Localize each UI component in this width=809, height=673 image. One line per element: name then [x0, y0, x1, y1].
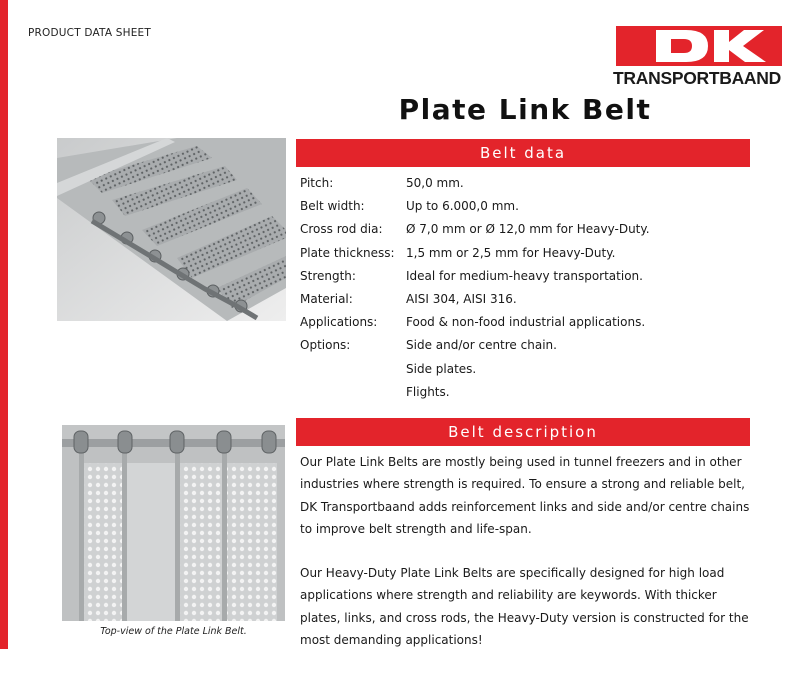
spec-value: 50,0 mm. [406, 176, 464, 190]
description-paragraph: Our Plate Link Belts are mostly being used in tunnel freezers and in other industries where strength is required. To ensure a strong and reliable belt, DK Transportbaand adds reinforcement links and side and/or centre chains to improve belt strength and life-span. [300, 455, 750, 536]
left-accent-bar [0, 0, 8, 649]
spec-key: Material: [300, 291, 353, 306]
dk-letters-graphic [616, 26, 782, 66]
spec-key [300, 381, 406, 404]
document-type-label: PRODUCT DATA SHEET [28, 27, 151, 39]
spec-value: Up to 6.000,0 mm. [406, 199, 519, 214]
spec-key: Cross rod dia: [300, 222, 383, 237]
spec-row-options [300, 334, 750, 357]
belt-top-view-image [62, 425, 285, 621]
spec-value: Food & non-food industrial applications. [406, 315, 646, 330]
image-caption: Top-view of the Plate Link Belt. [100, 626, 247, 637]
spec-key: Applications: [300, 315, 378, 330]
spec-key: Belt width: [300, 199, 365, 214]
spec-value: Side plates. [406, 361, 477, 376]
spec-value: Flights. [406, 384, 450, 399]
logo-subtitle: TRANSPORTBAAND [613, 68, 781, 88]
belt-data-heading: Belt data [296, 139, 750, 167]
spec-value: 1,5 mm or 2,5 mm for Heavy-Duty. [406, 245, 616, 260]
spec-key: Pitch: [300, 176, 334, 190]
spec-row-options-3 [300, 381, 750, 404]
belt-perspective-image [57, 138, 286, 321]
spec-value: Side and/or centre chain. [406, 338, 557, 353]
belt-description-heading: Belt description [296, 418, 750, 446]
spec-key: Strength: [300, 268, 356, 283]
spec-row-cross-rod [300, 218, 750, 241]
spec-key: Plate thickness: [300, 245, 395, 260]
belt-data-table [300, 172, 750, 404]
spec-row-belt-width [300, 195, 750, 218]
spec-row-applications [300, 311, 750, 334]
spec-row-material [300, 288, 750, 311]
spec-row-strength [300, 265, 750, 288]
dk-logo [612, 26, 782, 88]
spec-row-plate-thickness [300, 242, 750, 265]
spec-key [300, 358, 406, 381]
page-title: Plate Link Belt [398, 93, 652, 126]
dk-logo-mark [616, 26, 782, 66]
spec-row-pitch [300, 172, 750, 195]
spec-value: Ø 7,0 mm or Ø 12,0 mm for Heavy-Duty. [406, 222, 650, 237]
description-paragraph: Our Heavy-Duty Plate Link Belts are specifically designed for high load applications where strength and reliability are keywords. With thicker plates, links, and cross rods, the Heavy-Duty version is constructed for the most demanding applications! [300, 566, 749, 648]
spec-value: Ideal for medium-heavy transportation. [406, 268, 643, 283]
spec-key: Options: [300, 338, 351, 353]
spec-row-options-2 [300, 358, 750, 381]
spec-value: AISI 304, AISI 316. [406, 291, 517, 306]
belt-description-text [300, 451, 752, 673]
